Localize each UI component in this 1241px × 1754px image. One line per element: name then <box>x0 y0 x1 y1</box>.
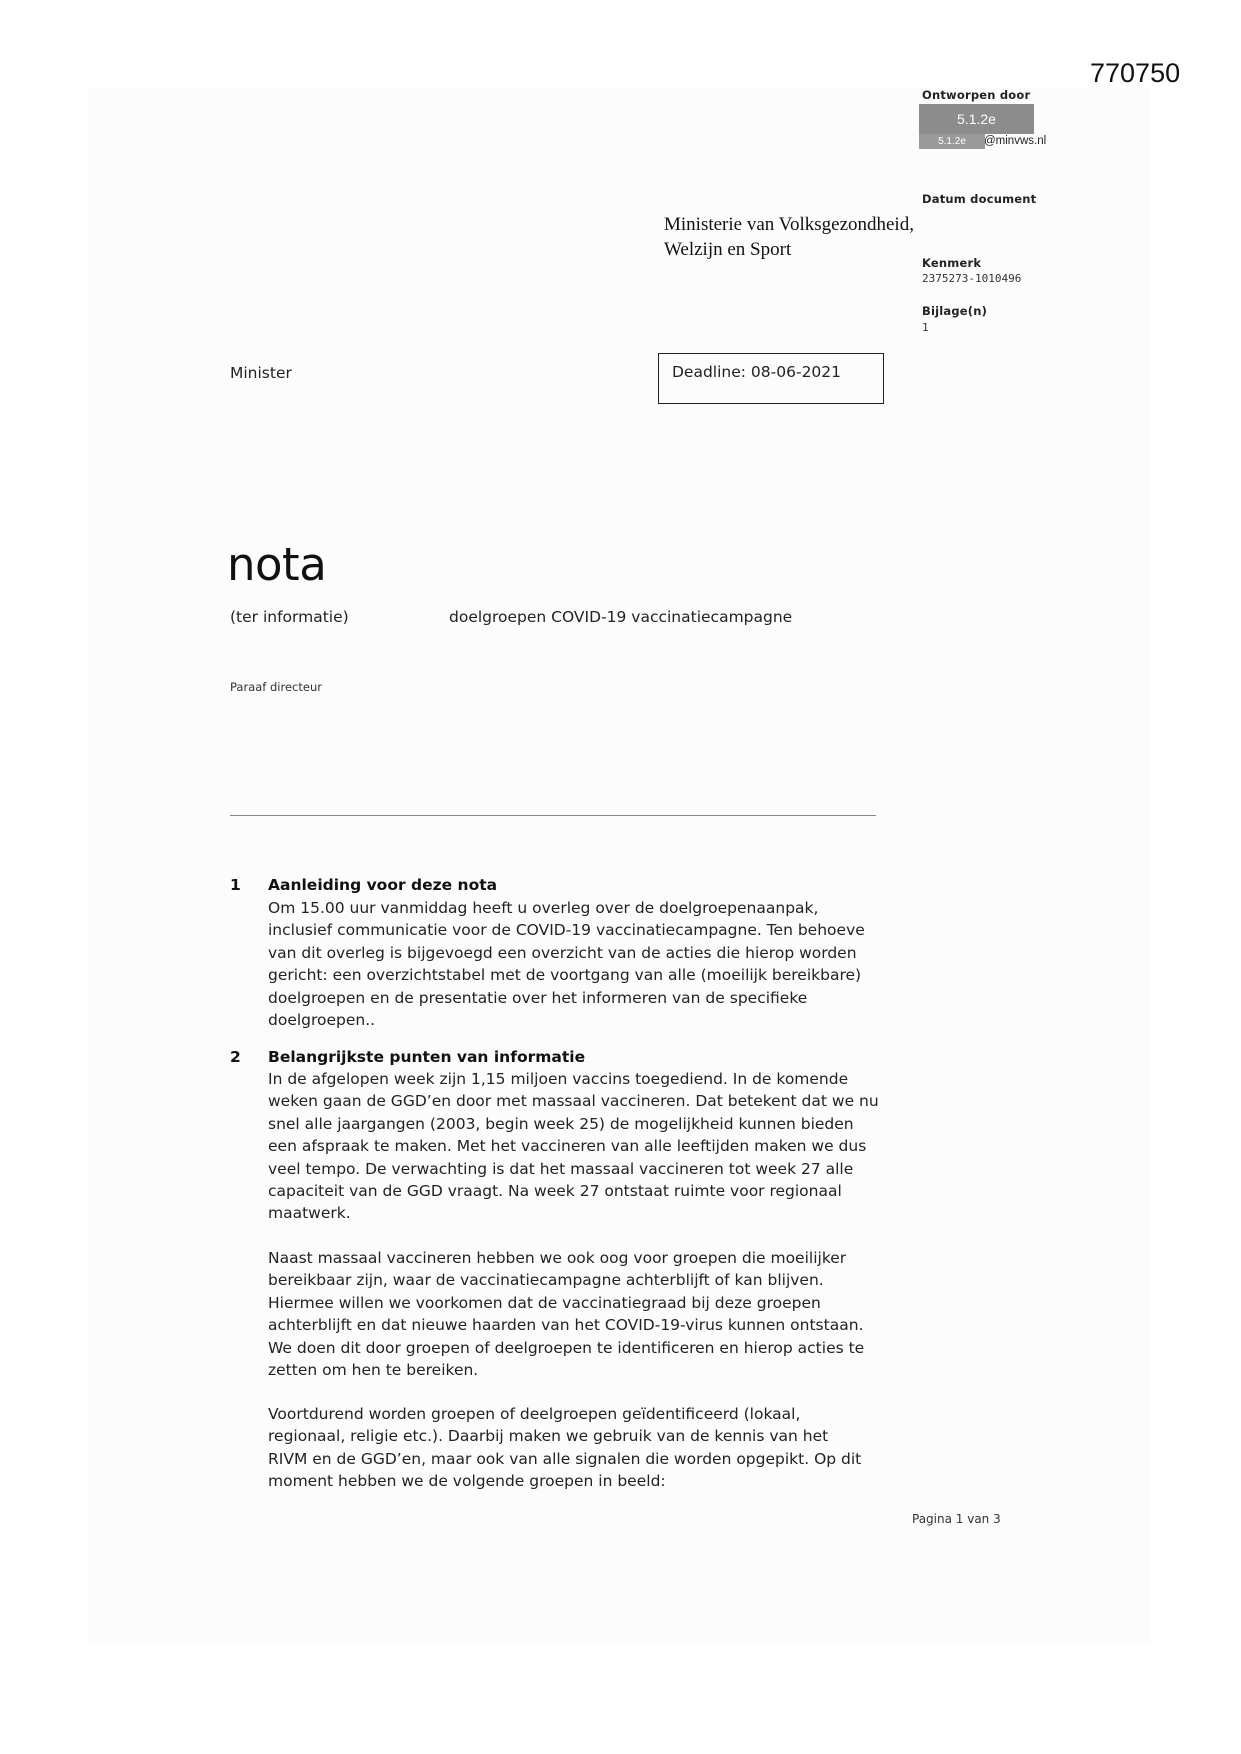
designed-by-label: Ontworpen door <box>922 88 1031 102</box>
text-line: regionaal, religie etc.). Daarbij maken we gebruik van de kennis van het <box>268 1427 829 1446</box>
text-line: van dit overleg is bijgevoegd een overzicht van de acties die hierop worden <box>268 943 857 962</box>
divider <box>230 815 876 816</box>
ministry-line-2: Welzijn en Sport <box>664 239 792 260</box>
attachment-label: Bijlage(n) <box>922 304 988 318</box>
text-line: doelgroepen.. <box>268 1011 376 1030</box>
email-suffix: @minvws.nl <box>984 135 1047 147</box>
text-line: moment hebben we de volgende groepen in beeld: <box>268 1472 666 1491</box>
section-1-paragraph-1 <box>268 897 908 1031</box>
nota-subject: doelgroepen COVID-19 vaccinatiecampagne <box>449 608 793 626</box>
deadline-text: Deadline: 08-06-2021 <box>672 363 842 381</box>
text-line: Om 15.00 uur vanmiddag heeft u overleg over de doelgroepenaanpak, <box>268 899 819 917</box>
section-2-paragraph-2 <box>268 1247 908 1381</box>
section-number: 2 <box>230 1048 241 1066</box>
text-line: doelgroepen en de presentatie over het informeren van de specifieke <box>268 988 808 1007</box>
text-line: een afspraak te maken. Met het vaccineren van alle leeftijden maken we dus <box>268 1137 867 1156</box>
text-line: veel tempo. De verwachting is dat het massaal vaccineren tot week 27 alle <box>268 1159 854 1178</box>
text-line: weken gaan de GGD’en door met massaal vaccineren. Dat betekent dat we nu <box>268 1092 879 1111</box>
text-line: snel alle jaargangen (2003, begin week 25) de mogelijkheid kunnen bieden <box>268 1114 854 1133</box>
deadline-box <box>658 353 884 404</box>
paraaf-label: Paraaf directeur <box>230 680 322 694</box>
date-label: Datum document <box>922 192 1037 206</box>
nota-title: nota <box>227 538 327 591</box>
text-line: achterblijft en dat nieuwe haarden van het COVID-19-virus kunnen ontstaan. <box>268 1316 864 1335</box>
section-heading: Aanleiding voor deze nota <box>268 876 498 894</box>
text-line: bereikbaar zijn, waar de vaccinatiecampagne achterblijft of kan blijven. <box>268 1271 824 1290</box>
redacted-email-prefix: 5.1.2e <box>919 134 985 149</box>
text-line: Hiermee willen we voorkomen dat de vaccinatiegraad bij deze groepen <box>268 1293 821 1312</box>
text-line: Voortdurend worden groepen of deelgroepen geïdentificeerd (lokaal, <box>268 1405 801 1423</box>
text-line: inclusief communicatie voor de COVID-19 vaccinatiecampagne. Ten behoeve <box>268 921 865 940</box>
attachment-value: 1 <box>922 321 929 334</box>
text-line: gericht: een overzichtstabel met de voortgang van alle (moeilijk bereikbare) <box>268 966 862 985</box>
section-number: 1 <box>230 876 241 894</box>
text-line: RIVM en de GGD’en, maar ook van alle signalen die worden opgepikt. Op dit <box>268 1449 862 1468</box>
section-2-paragraph-3 <box>268 1403 908 1493</box>
text-line: We doen dit door groepen of deelgroepen te identificeren en hierop acties te <box>268 1338 865 1357</box>
text-line: capaciteit van de GGD vraagt. Na week 27 ontstaat ruimte voor regionaal <box>268 1182 842 1201</box>
page-number: Pagina 1 van 3 <box>912 1512 1001 1526</box>
text-line: zetten om hen te bereiken. <box>268 1361 479 1380</box>
nota-kind: (ter informatie) <box>230 608 349 626</box>
redacted-name: 5.1.2e <box>919 104 1034 134</box>
ministry-line-1: Ministerie van Volksgezondheid, <box>664 214 914 235</box>
reference-label: Kenmerk <box>922 256 982 270</box>
text-line: maatwerk. <box>268 1204 351 1223</box>
text-line: In de afgelopen week zijn 1,15 miljoen vaccins toegediend. In de komende <box>268 1070 849 1088</box>
section-2-paragraph-1 <box>268 1068 908 1225</box>
section-heading: Belangrijkste punten van informatie <box>268 1048 586 1066</box>
reference-value: 2375273-1010496 <box>922 272 1022 285</box>
addressee: Minister <box>230 364 292 382</box>
text-line: Naast massaal vaccineren hebben we ook oog voor groepen die moeilijker <box>268 1249 847 1267</box>
ministry-name <box>664 212 920 262</box>
document-number: 770750 <box>1090 58 1181 88</box>
